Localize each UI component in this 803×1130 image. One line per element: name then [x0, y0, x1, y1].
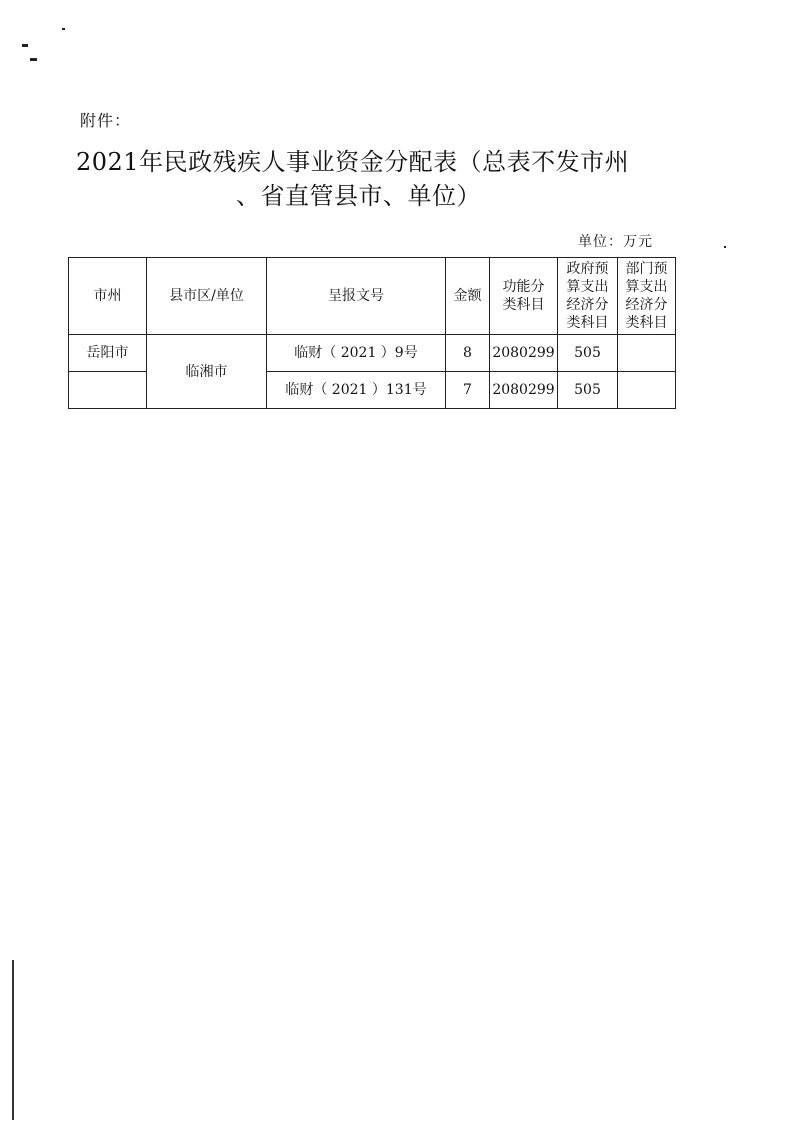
header-amount: 金额 [446, 258, 490, 335]
title-line-2: 、省直管县市、单位） [236, 182, 481, 210]
cell-city: 岳阳市 [69, 335, 147, 372]
table-row [69, 335, 676, 372]
header-doc-no: 呈报文号 [267, 258, 446, 335]
header-gov-line: 算支出 [566, 279, 609, 295]
header-function-class [490, 258, 558, 335]
header-city: 市州 [69, 258, 147, 335]
unit-label: 单位：万元 [578, 234, 653, 250]
header-gov-econ-class [558, 258, 618, 335]
cell-city [69, 372, 147, 409]
cell-amount: 7 [446, 372, 490, 409]
scan-edge-line [12, 960, 14, 1120]
scan-speck [724, 246, 726, 248]
cell-function-class: 2080299 [490, 335, 558, 372]
scan-speck [62, 28, 65, 30]
header-dept-line: 经济分 [625, 297, 668, 313]
table-header-row [69, 258, 676, 335]
header-gov-line: 经济分 [566, 297, 609, 313]
header-function-line: 类科目 [502, 297, 545, 313]
cell-amount: 8 [446, 335, 490, 372]
cell-doc-no: 临财（ 2021 ）9号 [267, 335, 446, 372]
cell-function-class: 2080299 [490, 372, 558, 409]
header-county: 县市区/单位 [147, 258, 267, 335]
scan-speck [30, 58, 37, 61]
cell-gov-econ-class: 505 [558, 335, 618, 372]
header-gov-line: 类科目 [566, 315, 609, 331]
title-line-1: 2021年民政残疾人事业资金分配表（总表不发市州 [76, 148, 630, 176]
scan-speck [22, 44, 28, 47]
cell-county: 临湘市 [147, 335, 267, 409]
header-dept-line: 算支出 [625, 279, 668, 295]
attachment-label: 附件： [80, 111, 132, 130]
allocation-table [68, 257, 676, 409]
document-title [76, 145, 696, 213]
cell-doc-no: 临财（ 2021 ）131号 [267, 372, 446, 409]
header-gov-line: 政府预 [566, 261, 609, 277]
cell-gov-econ-class: 505 [558, 372, 618, 409]
cell-dept-econ-class [618, 335, 676, 372]
header-function-line: 功能分 [502, 279, 545, 295]
cell-dept-econ-class [618, 372, 676, 409]
header-dept-line: 部门预 [625, 261, 668, 277]
header-dept-econ-class [618, 258, 676, 335]
header-dept-line: 类科目 [625, 315, 668, 331]
